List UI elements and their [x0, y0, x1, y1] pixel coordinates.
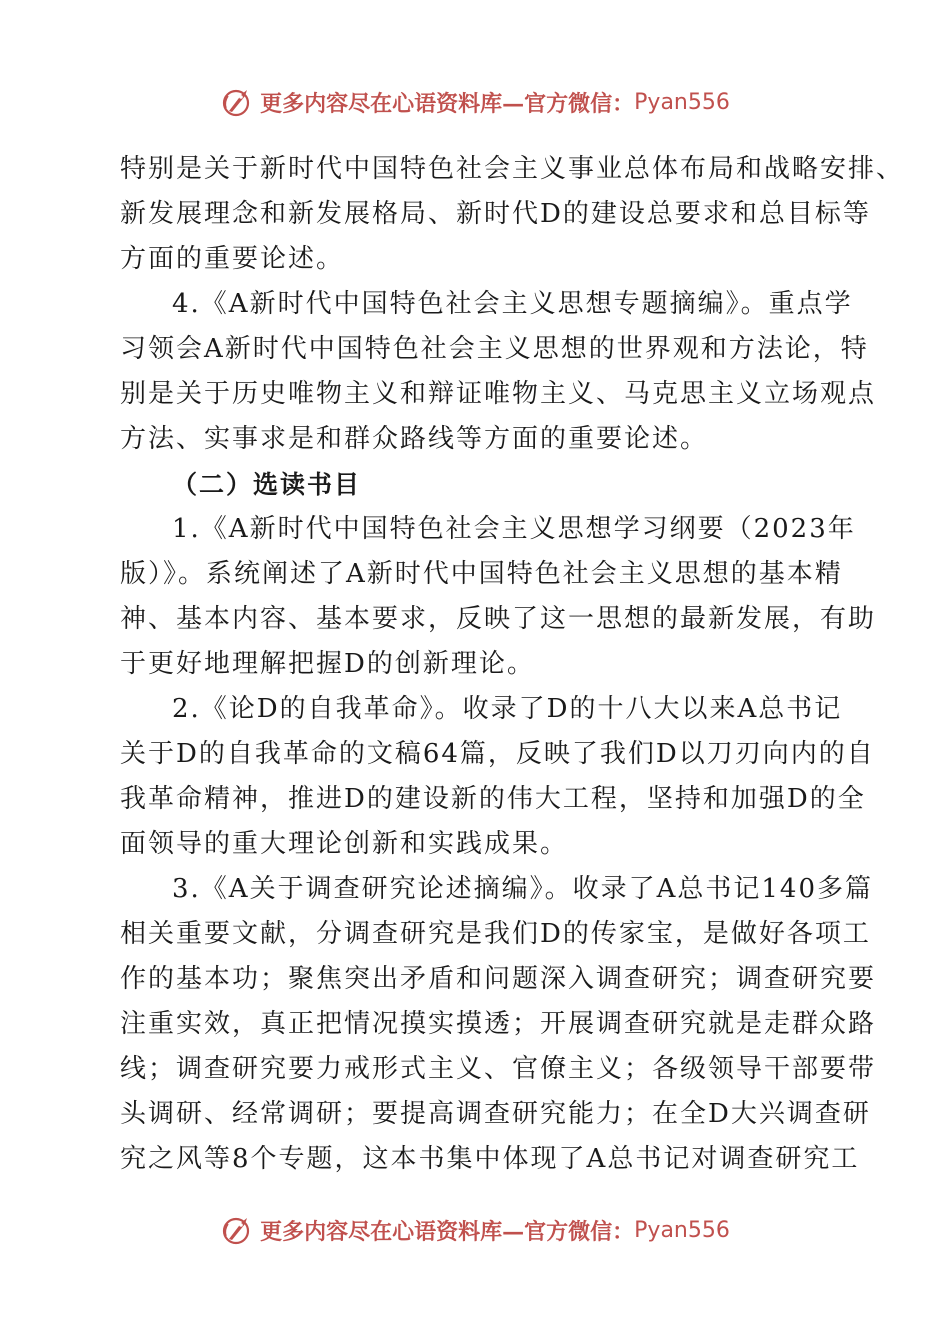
- watermark-text: 更多内容尽在心语资料库—官方微信：: [260, 1218, 635, 1245]
- pen-nib-logo-icon: [220, 84, 256, 120]
- paragraph-reading-1: [120, 507, 877, 687]
- text-line: 于更好地理解把握D的创新理论。: [120, 649, 535, 679]
- text-line: 3.《A关于调查研究论述摘编》。收录了A总书记140多篇: [172, 874, 873, 904]
- text-line: 神、基本内容、基本要求，反映了这一思想的最新发展，有助: [120, 604, 877, 634]
- text-line: 4.《A新时代中国特色社会主义思想专题摘编》。重点学: [172, 289, 853, 319]
- watermark-wechat-id: Pyan556: [634, 1217, 730, 1243]
- paragraph-reading-2: [120, 687, 875, 867]
- paragraph-item-4: [120, 282, 877, 462]
- text-line: 线；调查研究要力戒形式主义、官僚主义；各级领导干部要带: [120, 1054, 877, 1084]
- text-line: 面领导的重大理论创新和实践成果。: [120, 829, 569, 859]
- watermark-banner-top: [0, 80, 950, 124]
- paragraph-continuation: [120, 147, 905, 282]
- section-heading: （二）选读书目: [172, 470, 362, 499]
- paragraph-reading-3: [120, 867, 877, 1182]
- pen-nib-logo-icon: [220, 1212, 256, 1248]
- watermark-banner-bottom: [0, 1208, 950, 1252]
- text-line: 版）》。系统阐述了A新时代中国特色社会主义思想的基本精: [120, 559, 843, 589]
- text-line: 究之风等8个专题，这本书集中体现了A总书记对调查研究工: [120, 1144, 860, 1174]
- text-line: 相关重要文献，分调查研究是我们D的传家宝，是做好各项工: [120, 919, 871, 949]
- watermark-text: 更多内容尽在心语资料库—官方微信：: [260, 90, 635, 117]
- text-line: 别是关于历史唯物主义和辩证唯物主义、马克思主义立场观点: [120, 379, 877, 409]
- text-line: 关于D的自我革命的文稿64篇，反映了我们D以刀刃向内的自: [120, 739, 875, 769]
- text-line: 方面的重要论述。: [120, 244, 345, 274]
- text-line: 新发展理念和新发展格局、新时代D的建设总要求和总目标等: [120, 199, 871, 229]
- text-line: 习领会A新时代中国特色社会主义思想的世界观和方法论，特: [120, 334, 869, 364]
- text-line: 方法、实事求是和群众路线等方面的重要论述。: [120, 424, 709, 454]
- text-line: 作的基本功；聚焦突出矛盾和问题深入调查研究；调查研究要: [120, 964, 877, 994]
- document-body: [120, 147, 905, 1182]
- watermark-wechat-id: Pyan556: [634, 89, 730, 115]
- text-line: 特别是关于新时代中国特色社会主义事业总体布局和战略安排、: [120, 154, 905, 184]
- text-line: 注重实效，真正把情况摸实摸透；开展调查研究就是走群众路: [120, 1009, 877, 1039]
- text-line: 我革命精神，推进D的建设新的伟大工程，坚持和加强D的全: [120, 784, 866, 814]
- text-line: 头调研、经常调研；要提高调查研究能力；在全D大兴调查研: [120, 1099, 871, 1129]
- text-line: 1.《A新时代中国特色社会主义思想学习纲要（2023年: [172, 514, 856, 544]
- text-line: 2.《论D的自我革命》。收录了D的十八大以来A总书记: [172, 694, 843, 724]
